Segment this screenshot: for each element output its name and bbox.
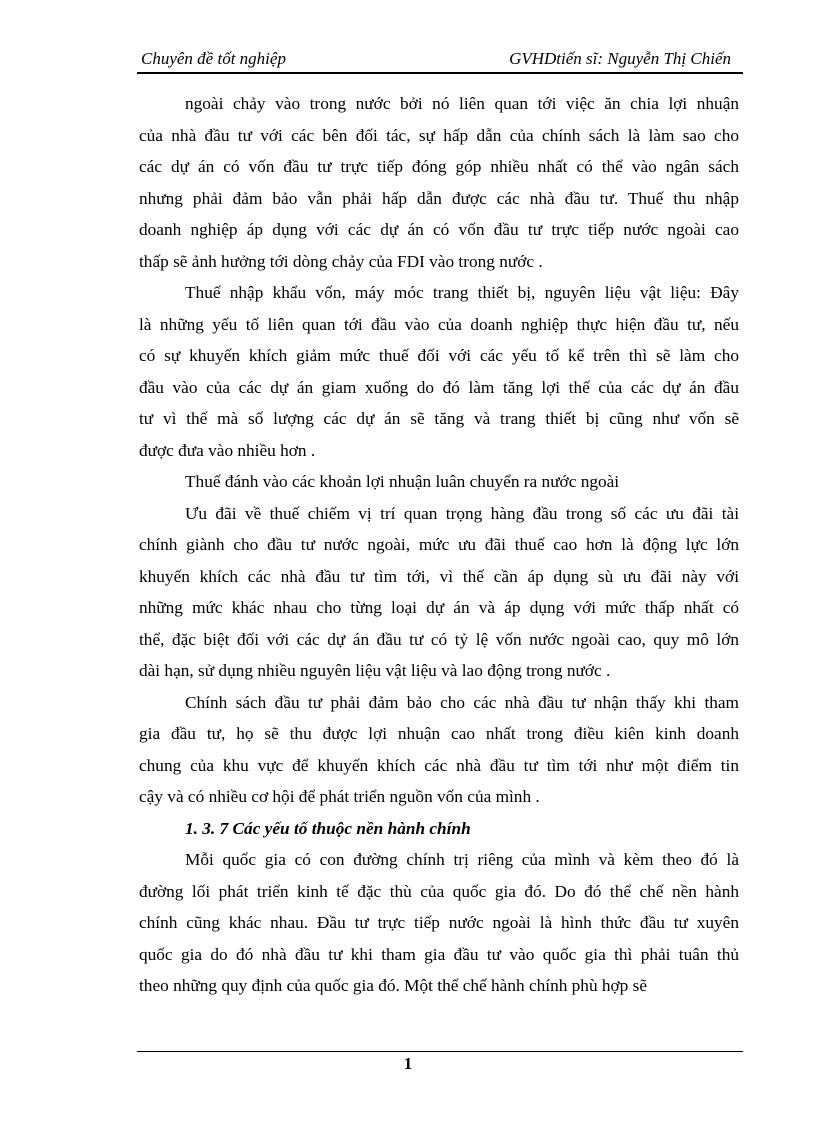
paragraph-line: các dự án có vốn đầu tư trực tiếp đóng góp nhiều nhất có thể vào ngân sách [139, 157, 739, 176]
page-header [137, 46, 743, 74]
header-title: Chuyên đề tốt nghiệp [141, 49, 286, 68]
section-heading: 1. 3. 7 Các yếu tố thuộc nền hành chính [185, 818, 471, 838]
paragraph-line: đường lối phát triển kinh tế đặc thù của quốc gia đó. Do đó thể chế nền hành [139, 881, 739, 901]
paragraph-line: chung của khu vực để khuyến khích các nhà đầu tư tìm tới như một điểm tin [139, 755, 739, 775]
paragraph-line: Chính sách đầu tư phải đảm bảo cho các nhà đầu tư nhận thấy khi tham [185, 692, 739, 712]
paragraph-line: thấp sẽ ảnh hưởng tới dòng chảy của FDI vào trong nước . [139, 251, 543, 271]
paragraph-line: ngoài chảy vào trong nước bởi nó liên quan tới việc ăn chia lợi nhuận [185, 94, 739, 113]
paragraph-line: của nhà đầu tư với các bên đối tác, sự hấp dẫn của chính sách là làm sao cho [139, 125, 739, 145]
paragraph-line: Thuế đánh vào các khoản lợi nhuận luân chuyển ra nước ngoài [185, 472, 620, 491]
paragraph-line: Thuế nhập khẩu vốn, máy móc trang thiết bị, nguyên liệu vật liệu: Đây [185, 283, 739, 302]
paragraph-line: được đưa vào nhiều hơn . [139, 440, 316, 460]
paragraph-line: là những yếu tố liên quan tới đầu vào của doanh nghiệp thực hiện đầu tư, nếu [139, 314, 739, 334]
page-number: 1 [403, 1054, 413, 1073]
paragraph-line: đầu vào của các dự án giam xuống do đó làm tăng lợi thế của các dự án đầu [139, 377, 739, 397]
footer-divider [137, 1051, 743, 1052]
paragraph-line: có sự khuyến khích giảm mức thuế đối với các yếu tố kể trên thì sẽ làm cho [139, 346, 739, 365]
paragraph-line: tư vì thế mà số lượng các dự án sẽ tăng và trang thiết bị cũng như vốn sẽ [139, 409, 739, 428]
paragraph-line: doanh nghiệp áp dụng với các dự án có vốn đầu tư trực tiếp nước ngoài cao [139, 220, 739, 239]
paragraph-line: theo những quy định của quốc gia đó. Một thể chế hành chính phù hợp sẽ [139, 976, 648, 995]
paragraph-line: khuyến khích các nhà đầu tư tìm tới, vì thế cần áp dụng sù ưu đãi này với [139, 566, 739, 586]
header-advisor: GVHDtiến sĩ: Nguyễn Thị Chiến [509, 49, 731, 68]
paragraph-line: thể, đặc biệt đối với các dự án đầu tư có tỷ lệ vốn nước ngoài cao, quy mô lớn [139, 629, 739, 649]
paragraph-line: dài hạn, sử dụng nhiều nguyên liệu vật liệu và lao động trong nước . [139, 661, 611, 680]
paragraph-line: quốc gia do đó nhà đầu tư khi tham gia đầu tư vào quốc gia thì phải tuân thủ [139, 944, 739, 964]
paragraph-line: những mức khác nhau cho từng loại dự án và áp dụng với mức thấp nhất có [139, 598, 739, 617]
paragraph-line: Mỗi quốc gia có con đường chính trị riêng của mình và kèm theo đó là [185, 850, 739, 869]
paragraph-line: chính giành cho đầu tư nước ngoài, mức ưu đãi thuế cao hơn là động lực lớn [139, 535, 739, 554]
paragraph-line: chính cũng khác nhau. Đầu tư trực tiếp nước ngoài là hình thức đầu tư xuyên [139, 913, 739, 932]
document-body [139, 88, 739, 1002]
paragraph-line: Ưu đãi về thuế chiếm vị trí quan trọng hàng đầu trong số các ưu đãi tài [185, 503, 739, 523]
paragraph-line: cậy và có nhiều cơ hội để phát triển nguồn vốn của mình . [139, 787, 540, 806]
paragraph-line: nhưng phải đảm bảo vẫn phải hấp dẫn được các nhà đầu tư. Thuế thu nhập [139, 188, 739, 208]
paragraph-line: gia đầu tư, họ sẽ thu được lợi nhuận cao nhất trong điều kiên kinh doanh [139, 724, 739, 743]
